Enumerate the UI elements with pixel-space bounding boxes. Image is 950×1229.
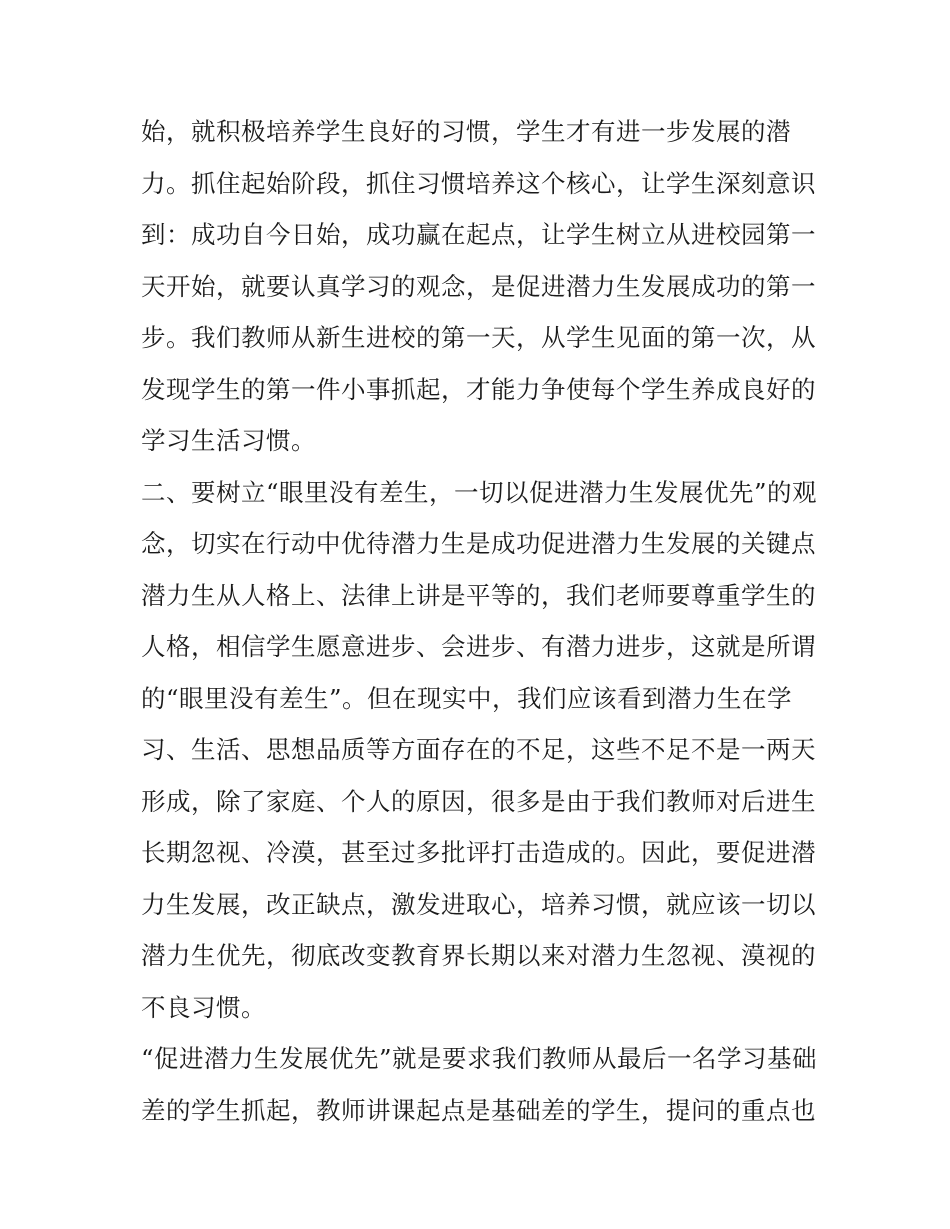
text-line: 形成，除了家庭、个人的原因，很多是由于我们教师对后进生	[141, 786, 816, 816]
text-line: 学习生活习惯。	[141, 426, 316, 455]
text-line: 步。我们教师从新生进校的第一天，从学生见面的第一次，从	[141, 323, 816, 352]
text-line: 潜力生优先，彻底改变教育界长期以来对潜力生忽视、漠视的	[141, 941, 816, 970]
document-body	[141, 106, 821, 1136]
text-line: 到：成功自今日始，成功赢在起点，让学生树立从进校园第一	[141, 220, 816, 249]
text-line: 力生发展，改正缺点，激发进取心，培养习惯，就应该一切以	[141, 889, 816, 919]
text-line: 长期忽视、冷漠，甚至过多批评打击造成的。因此，要促进潜	[141, 838, 816, 867]
text-line: 发现学生的第一件小事抓起，才能力争使每个学生养成良好的	[141, 374, 816, 404]
text-line: 力。抓住起始阶段，抓住习惯培养这个核心，让学生深刻意识	[141, 168, 816, 198]
text-line: 天开始，就要认真学习的观念，是促进潜力生发展成功的第一	[141, 271, 816, 301]
text-line: 念，切实在行动中优待潜力生是成功促进潜力生发展的关键点	[141, 529, 816, 558]
text-line: 不良习惯。	[141, 992, 266, 1022]
text-line: 人格，相信学生愿意进步、会进步、有潜力进步，这就是所谓	[141, 632, 816, 661]
text-line: 始，就积极培养学生良好的习惯，学生才有进一步发展的潜	[141, 117, 791, 146]
text-line: 差的学生抓起，教师讲课起点是基础差的学生，提问的重点也	[141, 1095, 816, 1125]
text-line: “促进潜力生发展优先”就是要求我们教师从最后一名学习基础	[141, 1044, 818, 1073]
text-line: 潜力生从人格上、法律上讲是平等的，我们老师要尊重学生的	[141, 580, 816, 610]
text-line: 的“眼里没有差生”。但在现实中，我们应该看到潜力生在学	[141, 683, 793, 713]
text-line: 习、生活、思想品质等方面存在的不足，这些不足不是一两天	[141, 735, 816, 764]
text-line: 二、要树立“眼里没有差生，一切以促进潜力生发展优先”的观	[141, 477, 818, 507]
